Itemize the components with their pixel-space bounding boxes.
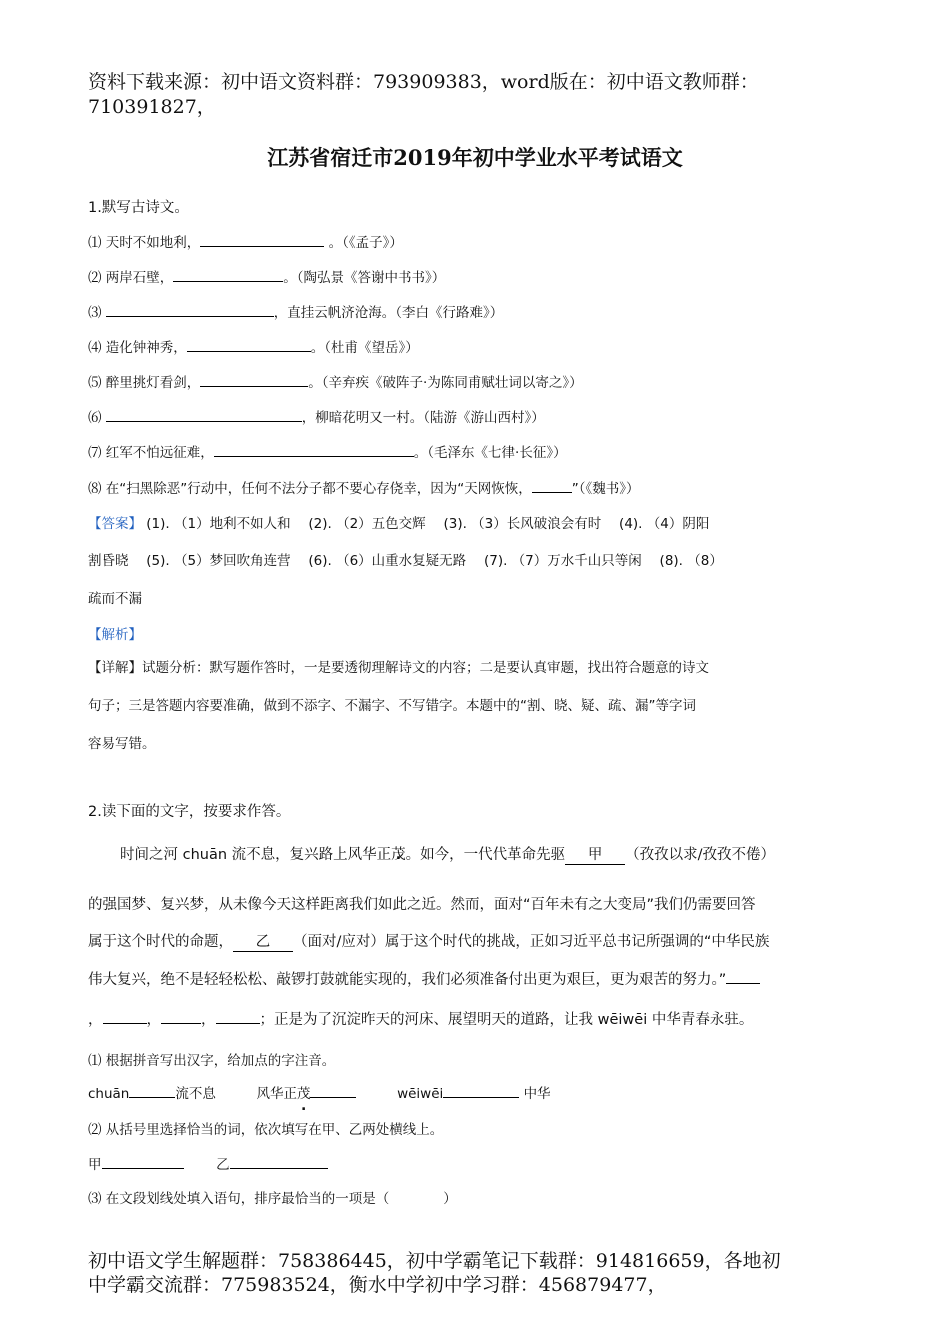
q1-item-5 [88, 371, 583, 391]
para-text: （孜孜以求/孜孜不倦） [625, 847, 776, 863]
q2-para-line-3 [88, 923, 769, 962]
answer-blank [102, 1154, 184, 1169]
blank-2 [103, 1007, 147, 1024]
q1-answer-line-1 [88, 512, 709, 532]
dotted-char: 茂 [296, 1086, 311, 1102]
q1-item-2 [88, 266, 445, 286]
item-text: 两岸石壁， [105, 270, 174, 286]
header-line-2: 710391827， [88, 96, 216, 118]
detail-line-1: 【详解】试题分析：默写题作答时，一是要透彻理解诗文的内容；二是要认真审题，找出符合题意的诗文 [88, 660, 709, 676]
q2-sub-2: ⑵ 从括号里选择恰当的词，依次填写在甲、乙两处横线上。 [88, 1122, 444, 1138]
dotted-char: 茂 . [391, 847, 406, 863]
detail-line-3: 容易写错。 [88, 736, 156, 752]
answer-blank [214, 442, 414, 457]
blank-yi: 乙 [233, 933, 293, 952]
q2-heading: 2.读下面的文字，按要求作答。 [88, 804, 291, 820]
word-part: 流不息 [175, 1086, 216, 1102]
footer-line-1: 初中语文学生解题群：758386445，初中学霸笔记下载群：914816659，各地初 [88, 1250, 781, 1272]
item-text: 造化钟神秀， [105, 340, 187, 356]
answer-blank [129, 1083, 175, 1098]
answer-text: (1). （1）地利不如人和 (2). （2）五色交辉 (3). （3）长风破浪会有时 (4). （4）阴阳 [142, 516, 710, 532]
answer-blank [310, 1083, 356, 1098]
answer-blank [200, 372, 308, 387]
blank-4 [216, 1007, 260, 1024]
word-part: 风华正 [256, 1086, 297, 1102]
q2-sub-1-fill [88, 1082, 551, 1102]
item-text: 醉里挑灯看剑， [105, 375, 201, 391]
word-part: 中华 [523, 1086, 551, 1102]
item-number: ⑴ [88, 235, 102, 251]
label-yi: 乙 [216, 1157, 230, 1173]
item-source: 。（毛泽东《七律·长征》） [413, 445, 567, 461]
item-source: 。（陶弘景《答谢中书书》） [283, 270, 446, 286]
item-source: 。（辛弃疾《破阵子·为陈同甫赋壮词以寄之》） [308, 375, 583, 391]
item-source: ”（《魏书》） [571, 481, 640, 497]
item-number: ⑸ [88, 375, 102, 391]
pinyin: chuān [88, 1086, 130, 1102]
q1-item-8 [88, 477, 640, 497]
answer-label: 【答案】 [88, 516, 142, 532]
q1-heading: 1.默写古诗文。 [88, 200, 189, 216]
q1-answer-line-3: 疏而不漏 [88, 591, 142, 607]
item-text: 红军不怕远征难， [105, 445, 214, 461]
answer-blank [200, 232, 324, 247]
q2-para-line-5: ， ， ， ；正是为了沉淀昨天的河床、展望明天的道路，让我 wēiwēi 中华青春永驻。 [88, 1001, 753, 1040]
answer-blank [532, 478, 572, 493]
analysis-label: 【解析】 [88, 627, 142, 643]
q1-answer-line-2: 割昏晓 (5). （5）梦回吹角连营 (6). （6）山重水复疑无路 (7). （7）万水千山只等闲 (8). （8） [88, 553, 723, 569]
para-text: 属于这个时代的命题， [88, 934, 233, 950]
blank-1 [726, 967, 760, 984]
para-text: 时间之河 chuān 流不息，复兴路上风华正 [120, 847, 392, 863]
detail-line-2: 句子；三是答题内容要准确，做到不添字、不漏字、不写错字。本题中的“割、晓、疑、疏、漏”等字词 [88, 698, 696, 714]
q1-item-3 [88, 301, 503, 321]
item-number: ⑺ [88, 445, 102, 461]
item-number: ⑷ [88, 340, 102, 356]
q1-item-6 [88, 406, 545, 426]
item-text: 天时不如地利， [105, 235, 201, 251]
q2-sub-2-fill [88, 1153, 328, 1173]
item-source: ，柳暗花明又一村。（陆游《游山西村》） [301, 410, 545, 426]
header-line-1: 资料下载来源：初中语文资料群：793909383，word版在：初中语文教师群： [88, 71, 759, 93]
q2-para-line-1 [120, 836, 775, 875]
item-source: 。（《孟子》） [328, 235, 403, 251]
answer-blank [187, 337, 311, 352]
item-source: ，直挂云帆济沧海。（李白《行路难》） [273, 305, 504, 321]
item-number: ⑶ [88, 305, 102, 321]
item-number: ⑻ [88, 481, 102, 497]
para-text: （面对/应对）属于这个时代的挑战，正如习近平总书记所强调的“中华民族 [293, 934, 770, 950]
para-text: 伟大复兴，绝不是轻轻松松、敲锣打鼓就能实现的，我们必须准备付出更为艰巨，更为艰苦的努力。” [88, 972, 727, 988]
answer-blank [230, 1154, 328, 1169]
blank-jia: 甲 [565, 846, 625, 865]
item-number: ⑹ [88, 410, 102, 426]
q2-sub-1: ⑴ 根据拼音写出汉字，给加点的字注音。 [88, 1053, 336, 1069]
para-text: ；正是为了沉淀昨天的河床、展望明天的道路，让我 wēiwēi 中华青春永驻。 [259, 1012, 754, 1028]
answer-blank [106, 302, 274, 317]
answer-blank [443, 1083, 519, 1098]
label-jia: 甲 [88, 1157, 102, 1173]
q1-item-1 [88, 231, 403, 251]
para-text: 。如今，一代代革命先驱 [405, 847, 566, 863]
q2-sub-3: ⑶ 在文段划线处填入语句，排序最恰当的一项是（ ） [88, 1191, 457, 1207]
blank-3 [161, 1007, 201, 1024]
item-source: 。（杜甫《望岳》） [310, 340, 419, 356]
pinyin: wēiwēi [397, 1086, 444, 1102]
q2-para-line-2: 的强国梦、复兴梦，从未像今天这样距离我们如此之近。然而，面对“百年未有之大变局”我们仍需要回答 [88, 897, 756, 913]
q1-item-4 [88, 336, 419, 356]
item-number: ⑵ [88, 270, 102, 286]
q2-para-line-4 [88, 961, 760, 1000]
q1-item-7 [88, 441, 567, 461]
answer-blank [173, 267, 283, 282]
page-title: 江苏省宿迁市2019年初中学业水平考试语文 [267, 145, 683, 170]
answer-blank [106, 407, 302, 422]
footer-line-2: 中学霸交流群：775983524，衡水中学初中学习群：456879477， [88, 1274, 667, 1296]
item-text: 在“扫黑除恶”行动中，任何不法分子都不要心存侥幸，因为“天网恢恢， [105, 481, 532, 497]
